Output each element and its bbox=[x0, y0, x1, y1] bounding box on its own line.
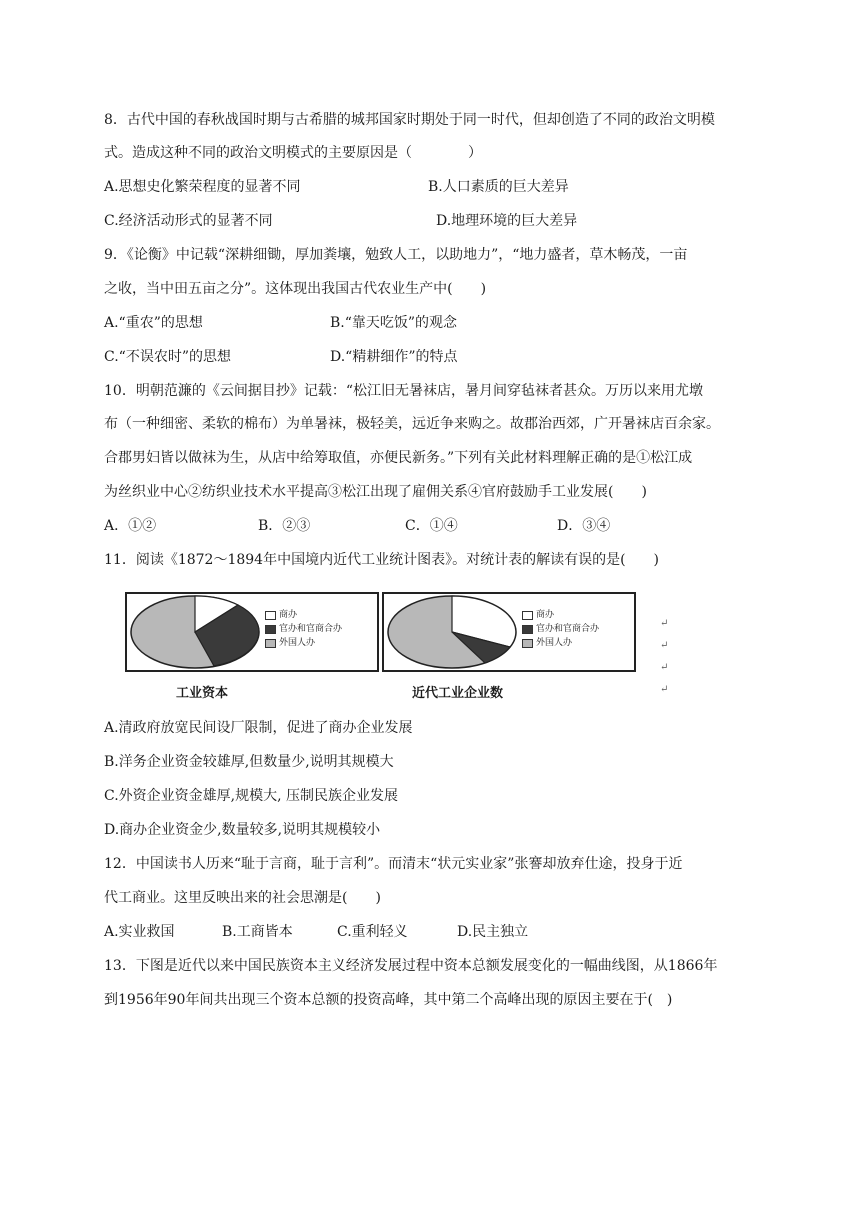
legend-item-commercial bbox=[265, 608, 342, 622]
legend-swatch bbox=[522, 625, 533, 634]
q10-stem-line-1: 10．明朝范濂的《云间据目抄》记载：“松江旧无暑袜店，暑月间穿毡袜者甚众。万历以来用尤墩 bbox=[104, 383, 703, 399]
legend-item-foreign bbox=[522, 636, 599, 650]
q11-pie-figure bbox=[120, 588, 680, 700]
capital-pie bbox=[127, 594, 267, 670]
legend-item-official bbox=[522, 622, 599, 636]
q10-stem-line-2: 布（一种细密、柔软的棉布）为单暑袜，极轻美，远近争来购之。故郡治西郊，广开暑袜店百余家。 bbox=[104, 416, 720, 432]
q13-stem-line-2: 到1956年90年间共出现三个资本总额的投资高峰，其中第二个高峰出现的原因主要在于( ) bbox=[104, 992, 673, 1008]
legend-label: 商办 bbox=[536, 610, 555, 620]
legend-swatch bbox=[265, 625, 276, 634]
q8-option-b: B.人口素质的巨大差异 bbox=[428, 179, 569, 195]
q10-option-a: A．①② bbox=[104, 518, 157, 534]
q9-option-c: C.“不误农时”的思想 bbox=[104, 349, 231, 365]
q12-stem-line-2: 代工商业。这里反映出来的社会思潮是( ) bbox=[104, 890, 381, 906]
legend-swatch bbox=[265, 639, 276, 648]
q11-option-b: B.洋务企业资金较雄厚,但数量少,说明其规模大 bbox=[104, 754, 394, 770]
legend-item-official bbox=[265, 622, 342, 636]
q8-stem-line-2: 式。造成这种不同的政治文明模式的主要原因是（ ） bbox=[104, 145, 482, 161]
legend-swatch bbox=[265, 611, 276, 620]
enterprise-chart-frame bbox=[382, 592, 636, 672]
q8-option-d: D.地理环境的巨大差异 bbox=[436, 213, 578, 229]
enterprise-caption: 近代工业企业数 bbox=[412, 686, 504, 701]
enterprise-pie bbox=[384, 594, 524, 670]
q10-stem-line-4: 为丝织业中心②纺织业技术水平提高③松江出现了雇佣关系④官府鼓励手工业发展( ) bbox=[104, 484, 647, 500]
return-mark: ↵ bbox=[660, 640, 669, 651]
q11-option-c: C.外资企业资金雄厚,规模大, 压制民族企业发展 bbox=[104, 788, 399, 804]
q11-option-a: A.清政府放宽民间设厂限制，促进了商办企业发展 bbox=[104, 720, 413, 736]
legend-item-commercial bbox=[522, 608, 599, 622]
legend-item-foreign bbox=[265, 636, 342, 650]
capital-caption: 工业资本 bbox=[176, 686, 229, 701]
q12-option-a: A.实业救国 bbox=[104, 924, 175, 940]
enterprise-legend bbox=[522, 608, 599, 650]
legend-label: 外国人办 bbox=[536, 638, 573, 648]
q10-option-d: D．③④ bbox=[557, 518, 611, 534]
return-mark: ↵ bbox=[660, 684, 669, 695]
q9-stem-line-2: 之收，当中田五亩之分”。这体现出我国古代农业生产中( ) bbox=[104, 281, 487, 297]
q10-option-c: C．①④ bbox=[405, 518, 458, 534]
q9-option-d: D.“精耕细作”的特点 bbox=[330, 349, 458, 365]
return-mark: ↵ bbox=[660, 618, 669, 629]
q9-option-a: A.“重农”的思想 bbox=[104, 315, 203, 331]
legend-label: 外国人办 bbox=[279, 638, 316, 648]
q9-stem-line-1: 9．《论衡》中记载“深耕细锄，厚加粪壤，勉致人工，以助地力”，“地力盛者，草木畅茂，一亩 bbox=[104, 247, 688, 263]
q8-stem-line-1: 8．古代中国的春秋战国时期与古希腊的城邦国家时期处于同一时代，但却创造了不同的政治文明模 bbox=[104, 112, 715, 128]
q12-stem-line-1: 12．中国读书人历来“耻于言商，耻于言利”。而清末“状元实业家”张謇却放弃仕途，投身于近 bbox=[104, 856, 683, 872]
legend-label: 官办和官商合办 bbox=[536, 624, 600, 634]
q11-stem: 11．阅读《1872～1894年中国境内近代工业统计图表》。对统计表的解读有误的是( ) bbox=[104, 552, 659, 568]
capital-chart-frame bbox=[125, 592, 379, 672]
legend-label: 官办和官商合办 bbox=[279, 624, 343, 634]
q10-stem-line-3: 合郡男妇皆以做袜为生，从店中给筹取值，亦便民新务。”下列有关此材料理解正确的是①松江成 bbox=[104, 450, 693, 466]
q12-option-d: D.民主独立 bbox=[457, 924, 529, 940]
q12-option-c: C.重利轻义 bbox=[337, 924, 408, 940]
q12-option-b: B.工商皆本 bbox=[222, 924, 293, 940]
q11-option-d: D.商办企业资金少,数量较多,说明其规模较小 bbox=[104, 822, 381, 838]
capital-legend bbox=[265, 608, 342, 650]
q8-option-c: C.经济活动形式的显著不同 bbox=[104, 213, 273, 229]
legend-label: 商办 bbox=[279, 610, 298, 620]
q10-option-b: B．②③ bbox=[258, 518, 311, 534]
legend-swatch bbox=[522, 611, 533, 620]
q9-option-b: B.“靠天吃饭”的观念 bbox=[330, 315, 458, 331]
return-mark: ↵ bbox=[660, 662, 669, 673]
legend-swatch bbox=[522, 639, 533, 648]
q13-stem-line-1: 13．下图是近代以来中国民族资本主义经济发展过程中资本总额发展变化的一幅曲线图，从1866年 bbox=[104, 958, 718, 974]
q8-option-a: A.思想史化繁荣程度的显著不同 bbox=[104, 179, 301, 195]
